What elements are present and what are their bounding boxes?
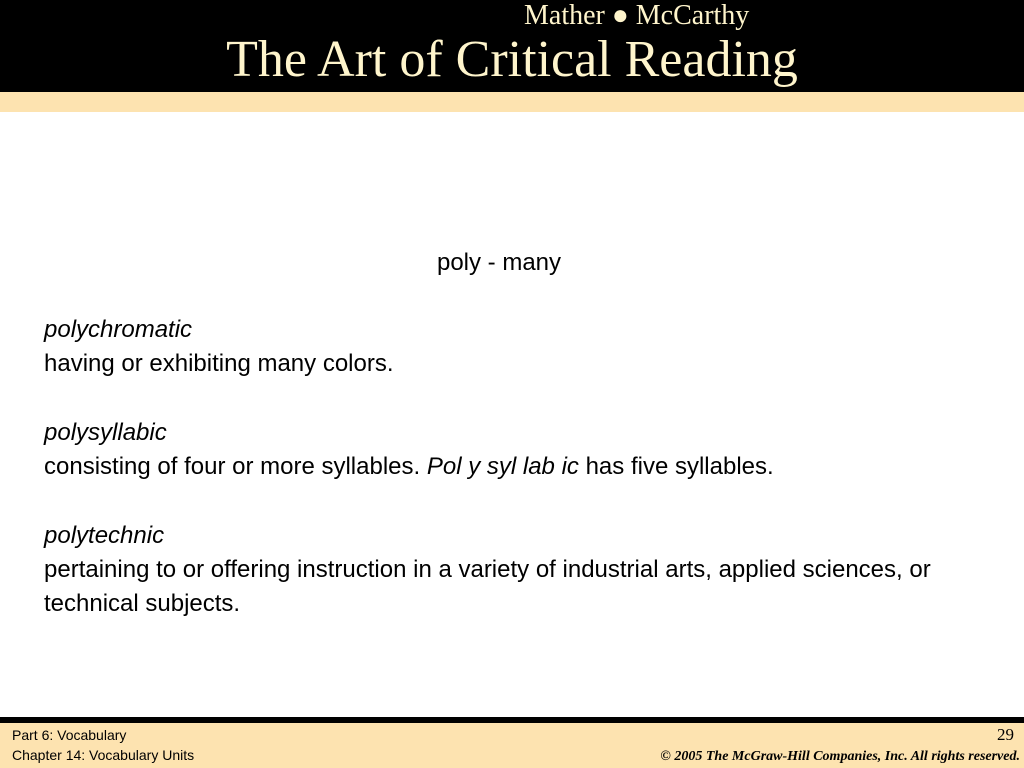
entry-polychromatic [44, 313, 984, 381]
entry-example-tail: has five syllables. [585, 453, 774, 480]
entry-term: polytechnic [44, 522, 165, 549]
footer-part: Part 6: Vocabulary [12, 727, 127, 743]
header-accent-stripe [0, 92, 1024, 112]
slide-footer [0, 723, 1024, 768]
entry-example: Pol y syl lab ic [426, 453, 579, 480]
slide-title: The Art of Critical Reading [226, 31, 798, 88]
entry-term: polysyllabic [44, 419, 167, 446]
root-heading: poly - many [436, 249, 562, 276]
copyright-notice: © 2005 The McGraw-Hill Companies, Inc. All rights reserved. [660, 749, 1020, 764]
footer-chapter: Chapter 14: Vocabulary Units [12, 747, 195, 763]
slide-header [0, 0, 1024, 92]
page-number: 29 [997, 725, 1014, 744]
footer-section-info [12, 725, 194, 765]
entry-definition: pertaining to or offering instruction in a variety of industrial arts, applied sciences, or technical subjects. [44, 556, 931, 617]
entry-definition: consisting of four or more syllables. [44, 453, 421, 480]
entry-polytechnic [44, 519, 984, 621]
entry-term: polychromatic [44, 316, 193, 343]
entry-definition: having or exhibiting many colors. [44, 350, 394, 377]
entry-polysyllabic [44, 416, 984, 484]
entry-definition-line [44, 450, 984, 484]
authors-line: Mather ● McCarthy [524, 0, 750, 31]
